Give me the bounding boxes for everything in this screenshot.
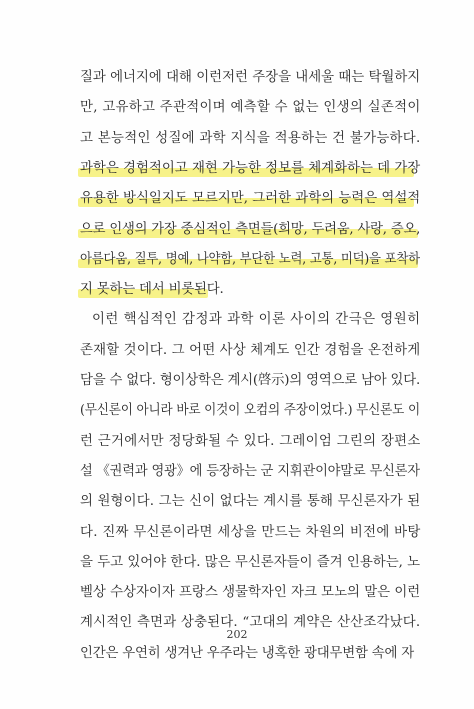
- text-line: [80, 189, 420, 209]
- text-line-content: 존재할 것이다. 그 어떤 사상 체계도 인간 경험을 온전하게: [80, 342, 421, 358]
- text-line-content: 과학은 경험적이고 재현 가능한 정보를 체계화하는 데 가장: [80, 160, 421, 176]
- text-line-content: 질과 에너지에 대해 이런저런 주장을 내세울 때는 탁월하지: [80, 70, 421, 85]
- text-line-content: 담을 수 없다. 형이상학은 계시(啓示)의 영역으로 남아 있다.: [80, 373, 421, 388]
- text-line: [80, 583, 420, 603]
- text-line: [80, 462, 424, 482]
- text-line-content: 을 두고 있어야 한다. 많은 무신론자들이 즐겨 인용하는, 노: [80, 554, 421, 570]
- text-line: [80, 159, 420, 179]
- text-line-content: 아름다움, 질투, 명예, 나약함, 부단한 노력, 고통, 미덕)을 포착하: [80, 251, 420, 267]
- text-line: [80, 432, 421, 452]
- text-line: [80, 553, 420, 573]
- page-number: 202: [226, 628, 248, 641]
- text-line: [80, 280, 224, 300]
- text-line: [80, 523, 421, 543]
- text-line: [80, 250, 447, 270]
- text-line: [80, 644, 414, 664]
- text-line: [80, 401, 441, 421]
- text-line: [80, 371, 420, 391]
- text-line: [80, 341, 420, 361]
- text-line-content: 계시적인 측면과 상충된다. “고대의 계약은 산산조각났다.: [80, 615, 421, 631]
- text-line-content: 지 못하는 데서 비롯된다.: [80, 282, 224, 298]
- text-line-content: 고 본능적인 성질에 과학 지식을 적용하는 건 불가능하다.: [80, 130, 421, 146]
- text-line: [92, 310, 421, 330]
- text-line: [80, 68, 420, 88]
- text-line-content: 으로 인생의 가장 중심적인 측면들(희망, 두려움, 사랑, 증오,: [80, 221, 421, 237]
- text-line-content: 이런 핵심적인 감정과 과학 이론 사이의 간극은 영원히: [92, 312, 421, 328]
- text-line-content: (무신론이 아니라 바로 이것이 오컴의 주장이었다.) 무신론도 이: [80, 403, 420, 419]
- text-line-content: 벨상 수상자이자 프랑스 생물학자인 자크 모노의 말은 이런: [80, 585, 421, 601]
- text-line-content: 인간은 우연히 생겨난 우주라는 냉혹한 광대무변함 속에 자: [80, 645, 415, 661]
- text-line-content: 유용한 방식일지도 모르지만, 그러한 과학의 능력은 역설적: [80, 191, 421, 207]
- text-line-content: 다. 진짜 무신론이라면 세상을 만드는 차원의 비전에 바탕: [80, 524, 421, 540]
- text-line: [80, 98, 421, 118]
- text-line-content: 런 근거에서만 정당화될 수 있다. 그레이엄 그린의 장편소: [80, 433, 421, 449]
- text-line-content: 설 《권력과 영광》에 등장하는 군 지휘관이야말로 무신론자: [80, 463, 420, 479]
- text-line: [80, 220, 423, 240]
- text-line: [80, 492, 420, 512]
- text-line-content: 의 원형이다. 그는 신이 없다는 계시를 통해 무신론자가 된: [80, 494, 421, 510]
- text-line-content: 만, 고유하고 주관적이며 예측할 수 없는 인생의 실존적이: [80, 100, 421, 116]
- text-line: [80, 129, 421, 149]
